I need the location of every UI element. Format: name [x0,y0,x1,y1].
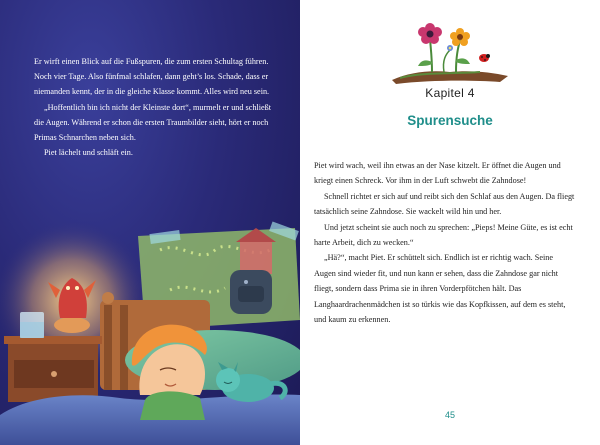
flower-icon [418,23,442,44]
page-number: 45 [444,410,455,420]
chapter-number: Kapitel 4 [425,86,475,100]
paragraph: Schnell richtet er sich auf und reibt sich den Schlaf aus den Augen. Da fliegt tatsächlich seine Zahndose. Sie wackelt wild hin und her. [314,191,575,217]
nightstand [4,336,102,402]
flower-chapter-illustration [390,14,510,86]
flower-icon [447,45,453,51]
left-page-text [34,54,280,160]
paragraph: Und jetzt scheint sie auch noch zu sprechen: „Pieps! Meine Güte, es ist echt harte Arbeit, dich zu wecken.“ [314,222,573,248]
paragraph: Piet wird wach, weil ihn etwas an der Nase kitzelt. Er öffnet die Augen und kriegt einen Schreck. Vor ihm in der Luft schwebt die Zahndose! [314,161,561,186]
paragraph: „Hoffentlich bin ich nicht der Kleinste dort“, murmelt er und schließt die Augen. Während er schon die ersten Traumbilder sieht, hört er noch Primas Schnarchen neben sich. [34,102,271,143]
right-page-text [314,158,576,327]
paragraph: Er wirft einen Blick auf die Fußspuren, die zum ersten Schultag führen. Noch vier Tage. Also fünfmal schlafen, dann geht’s los. Schade, dass er niemanden kennt, der in die gleiche Klasse kommt. Alles wird neu sein. [34,57,270,97]
chapter-title: Spurensuche [407,113,493,128]
backpack [230,270,272,314]
right-page [300,0,600,445]
paragraph: Piet lächelt und schläft ein. [44,148,133,158]
water-glass [20,312,44,338]
paragraph: „Hä?“, macht Piet. Er schüttelt sich. Endlich ist er richtig wach. Seine Augen sind wieder fit, und nun kann er sehen, dass die Zahndose gar nicht fliegt, sondern dass Prima sie in ihren Vorderpfötchen hält. Das Langhaardrachenmädchen ist so türkis wie das Kopfkissen, auf dem es steht, und kaum zu erkennen. [314,253,566,325]
ladybug-icon [479,54,490,62]
